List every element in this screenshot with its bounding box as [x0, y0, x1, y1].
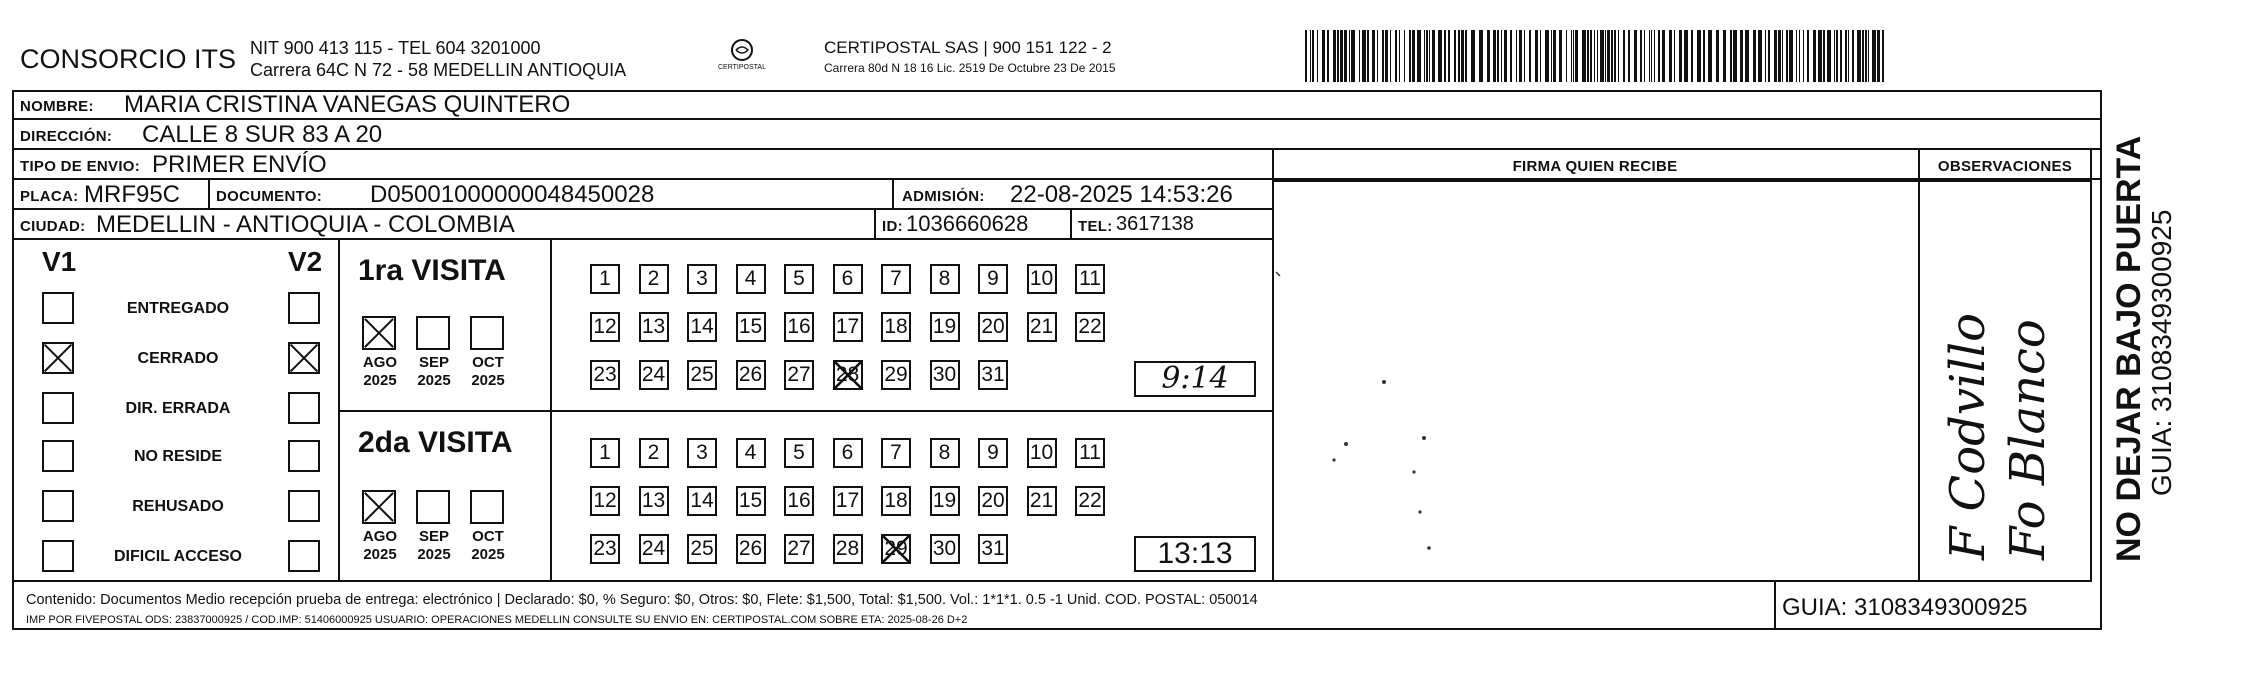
visit1-day-3[interactable]: 3 — [687, 264, 717, 294]
barcode-bar — [1351, 30, 1355, 82]
barcode-bar — [1765, 30, 1766, 82]
ciudad-value: MEDELLIN - ANTIOQUIA - COLOMBIA — [96, 211, 515, 238]
company-address: Carrera 64C N 72 - 58 MEDELLIN ANTIOQUIA — [250, 60, 627, 80]
tel-label: TEL: — [1078, 218, 1113, 235]
row-nombre — [12, 90, 2100, 120]
visit2-month-checkbox-2[interactable] — [470, 490, 504, 524]
status-label-5: DIFICIL ACCESO — [113, 548, 242, 565]
visit1-day-22[interactable]: 22 — [1075, 312, 1105, 342]
visit2-day-15[interactable]: 15 — [736, 486, 766, 516]
barcode-bar — [1774, 30, 1777, 82]
barcode-bar — [1669, 30, 1672, 82]
barcode-bar — [1691, 30, 1693, 82]
status-label-3: NO RESIDE — [133, 448, 222, 465]
visit1-day-21[interactable]: 21 — [1027, 312, 1057, 342]
barcode-bar — [1497, 30, 1499, 82]
observaciones-hand-2: Fo Blanco — [2000, 319, 2056, 560]
v1-checkbox-3[interactable] — [42, 440, 74, 472]
barcode-bar — [1465, 30, 1467, 82]
row-placa — [12, 180, 1272, 210]
barcode-bar — [1566, 30, 1567, 82]
visit1-day-1[interactable]: 1 — [590, 264, 620, 294]
barcode-bar — [1634, 30, 1637, 82]
visit2-day-1[interactable]: 1 — [590, 438, 620, 468]
barcode-bar — [1305, 30, 1307, 82]
visit2-day-7[interactable]: 7 — [881, 438, 911, 468]
visit2-day-2[interactable]: 2 — [639, 438, 669, 468]
footer-guia-divider — [1774, 580, 1776, 630]
visit2-day-12[interactable]: 12 — [590, 486, 620, 516]
barcode-bar — [1840, 30, 1842, 82]
visit1-day-5[interactable]: 5 — [784, 264, 814, 294]
barcode-bar — [1778, 30, 1781, 82]
certipostal-address: Carrera 80d N 18 16 Lic. 2519 De Octubre 23 De 2015 — [824, 61, 1116, 75]
placa-label: PLACA: — [20, 188, 79, 205]
barcode-bar — [1444, 30, 1446, 82]
visit1-day-23[interactable]: 23 — [590, 360, 620, 390]
barcode-bar — [1385, 30, 1388, 82]
barcode-bar — [1409, 30, 1411, 82]
barcode-bar — [1493, 30, 1496, 82]
barcode-bar — [1571, 30, 1572, 82]
admision-divider — [892, 180, 894, 210]
status-label-4: REHUSADO — [132, 498, 224, 515]
barcode-bar — [1834, 30, 1835, 82]
barcode-bar — [1607, 30, 1610, 82]
visit1-day-25[interactable]: 25 — [687, 360, 717, 390]
barcode-bar — [1807, 30, 1809, 82]
barcode-bar — [1640, 30, 1642, 82]
barcode-bar — [1618, 30, 1619, 82]
visit2-day-14[interactable]: 14 — [687, 486, 717, 516]
barcode-bar — [1611, 30, 1613, 82]
v1-checkbox-1[interactable] — [42, 342, 74, 374]
visit1-day-9[interactable]: 9 — [978, 264, 1008, 294]
visit1-month-label-0: AGO — [362, 354, 398, 371]
placa-divider — [208, 180, 210, 210]
divider-obs — [1918, 150, 1920, 580]
visit2-day-20[interactable]: 20 — [978, 486, 1008, 516]
visit2-day-31[interactable]: 31 — [978, 534, 1008, 564]
visit2-day-26[interactable]: 26 — [736, 534, 766, 564]
barcode-bar — [1644, 30, 1645, 82]
visit1-month-label-1: SEP — [418, 354, 449, 371]
v1-checkbox-4[interactable] — [42, 490, 74, 522]
visit2-day-18[interactable]: 18 — [881, 486, 911, 516]
visit1-day-7[interactable]: 7 — [881, 264, 911, 294]
barcode-bar — [1836, 30, 1838, 82]
barcode-bar — [1758, 30, 1762, 82]
barcode-bar — [1327, 30, 1329, 82]
visit1-day-15[interactable]: 15 — [736, 312, 766, 342]
visit2-month-year-0: 2025 — [363, 546, 397, 563]
visit1-time: 9:14 — [1134, 361, 1256, 397]
barcode-bar — [1524, 30, 1525, 82]
visit2-day-25[interactable]: 25 — [687, 534, 717, 564]
barcode-bar — [1454, 30, 1456, 82]
barcode-bar — [1424, 30, 1425, 82]
visit1-month-year-0: 2025 — [363, 372, 397, 389]
barcode-bar — [1504, 30, 1507, 82]
barcode-bar — [1432, 30, 1435, 82]
barcode-bar — [1372, 30, 1375, 82]
status-label-2: DIR. ERRADA — [125, 400, 231, 417]
barcode-bar — [1796, 30, 1797, 82]
visit2-month-label-2: OCT — [472, 528, 504, 545]
barcode-bar — [1559, 30, 1562, 82]
barcode-bar — [1540, 30, 1541, 82]
barcode-bar — [1479, 30, 1483, 82]
barcode-bar — [1535, 30, 1538, 82]
barcode-bar — [1753, 30, 1756, 82]
barcode-bar — [1597, 30, 1598, 82]
barcode — [1305, 30, 1893, 82]
visit1-title: 1ra VISITA — [358, 254, 506, 287]
direccion-value: CALLE 8 SUR 83 A 20 — [142, 121, 383, 148]
barcode-bar — [1848, 30, 1849, 82]
company-name: CONSORCIO ITS — [20, 44, 237, 74]
barcode-bar — [1827, 30, 1831, 82]
visit1-day-17[interactable]: 17 — [833, 312, 863, 342]
documento-value: D05001000000048450028 — [370, 181, 655, 208]
visit2-time: 13:13 — [1134, 536, 1256, 572]
barcode-bar — [1803, 30, 1804, 82]
nombre-value: MARIA CRISTINA VANEGAS QUINTERO — [124, 91, 571, 118]
barcode-bar — [1487, 30, 1490, 82]
barcode-bar — [1399, 30, 1400, 82]
visit2-month-checkbox-0[interactable] — [362, 490, 396, 524]
visit2-day-10[interactable]: 10 — [1027, 438, 1057, 468]
barcode-bar — [1582, 30, 1586, 82]
visit2-day-28[interactable]: 28 — [833, 534, 863, 564]
barcode-bar — [1461, 30, 1464, 82]
barcode-bar — [1510, 30, 1512, 82]
visit2-day-3[interactable]: 3 — [687, 438, 717, 468]
visit2-day-13[interactable]: 13 — [639, 486, 669, 516]
visit2-month-year-2: 2025 — [471, 546, 505, 563]
barcode-bar — [1654, 30, 1655, 82]
barcode-bar — [1458, 30, 1460, 82]
barcode-bar — [1310, 30, 1311, 82]
visit1-day-20[interactable]: 20 — [978, 312, 1008, 342]
visit2-day-21[interactable]: 21 — [1027, 486, 1057, 516]
visit2-month-checkbox-1[interactable] — [416, 490, 450, 524]
visit2-day-11[interactable]: 11 — [1075, 438, 1105, 468]
visit2-title: 2da VISITA — [358, 426, 513, 459]
barcode-bar — [1782, 30, 1783, 82]
tipo-value: PRIMER ENVÍO — [152, 151, 327, 178]
ciudad-label: CIUDAD: — [20, 218, 86, 235]
status-label-1: CERRADO — [137, 350, 219, 367]
barcode-bar — [1359, 30, 1360, 82]
barcode-bar — [1438, 30, 1442, 82]
barcode-bar — [1716, 30, 1719, 82]
id-divider — [874, 210, 876, 240]
barcode-bar — [1429, 30, 1430, 82]
barcode-bar — [1573, 30, 1574, 82]
visit1-day-2[interactable]: 2 — [639, 264, 669, 294]
barcode-bar — [1789, 30, 1793, 82]
barcode-bar — [1733, 30, 1737, 82]
barcode-bar — [1551, 30, 1552, 82]
barcode-bar — [1703, 30, 1705, 82]
certipostal-name: CERTIPOSTAL SAS | 900 151 122 - 2 — [824, 38, 1112, 57]
visit1-day-30[interactable]: 30 — [930, 360, 960, 390]
barcode-bar — [1333, 30, 1336, 82]
v2-checkbox-5[interactable] — [288, 540, 320, 572]
barcode-bar — [1600, 30, 1604, 82]
barcode-bar — [1516, 30, 1517, 82]
v1-checkbox-5[interactable] — [42, 540, 74, 572]
placa-value: MRF95C — [84, 181, 181, 208]
visit1-day-13[interactable]: 13 — [639, 312, 669, 342]
barcode-bar — [1745, 30, 1749, 82]
visit2-day-16[interactable]: 16 — [784, 486, 814, 516]
barcode-bar — [1412, 30, 1415, 82]
visit1-day-27[interactable]: 27 — [784, 360, 814, 390]
barcode-bar — [1362, 30, 1366, 82]
visit1-day-26[interactable]: 26 — [736, 360, 766, 390]
signature-area — [1274, 182, 1918, 580]
visit1-month-label-2: OCT — [472, 354, 504, 371]
visit1-day-12[interactable]: 12 — [590, 312, 620, 342]
observaciones-hand-1: F Codvillo — [1940, 313, 1996, 560]
barcode-bar — [1337, 30, 1339, 82]
barcode-bar — [1877, 30, 1880, 82]
observaciones-header: OBSERVACIONES — [1937, 158, 2073, 175]
visit1-day-10[interactable]: 10 — [1027, 264, 1057, 294]
barcode-bar — [1823, 30, 1825, 82]
visit1-day-19[interactable]: 19 — [930, 312, 960, 342]
footer-guia: GUIA: 3108349300925 — [1782, 594, 2028, 621]
visit2-day-22[interactable]: 22 — [1075, 486, 1105, 516]
barcode-bar — [1382, 30, 1384, 82]
visit-month-divider — [550, 240, 552, 580]
barcode-bar — [1426, 30, 1428, 82]
barcode-bar — [1628, 30, 1630, 82]
barcode-bar — [1872, 30, 1876, 82]
visit2-day-27[interactable]: 27 — [784, 534, 814, 564]
visit1-day-8[interactable]: 8 — [930, 264, 960, 294]
barcode-bar — [1404, 30, 1405, 82]
barcode-bar — [1587, 30, 1589, 82]
barcode-bar — [1349, 30, 1350, 82]
row-ciudad — [12, 210, 1272, 240]
v1-checkbox-0[interactable] — [42, 292, 74, 324]
v2-checkbox-0[interactable] — [288, 292, 320, 324]
barcode-bar — [1614, 30, 1616, 82]
barcode-bar — [1623, 30, 1625, 82]
barcode-bar — [1684, 30, 1688, 82]
side-guia: GUIA: 3108349300925 — [2146, 209, 2177, 496]
visit2-day-29[interactable]: 29 — [881, 534, 911, 564]
visit1-day-18[interactable]: 18 — [881, 312, 911, 342]
barcode-bar — [1697, 30, 1701, 82]
tel-divider — [1070, 210, 1072, 240]
visit1-day-16[interactable]: 16 — [784, 312, 814, 342]
id-value: 1036660628 — [906, 211, 1029, 236]
barcode-bar — [1529, 30, 1531, 82]
visit2-month-label-0: AGO — [362, 528, 398, 545]
visit2-day-17[interactable]: 17 — [833, 486, 863, 516]
barcode-bar — [1818, 30, 1822, 82]
barcode-bar — [1417, 30, 1421, 82]
v2-checkbox-3[interactable] — [288, 440, 320, 472]
barcode-bar — [1553, 30, 1556, 82]
visit1-day-24[interactable]: 24 — [639, 360, 669, 390]
visit2-day-4[interactable]: 4 — [736, 438, 766, 468]
visit1-day-6[interactable]: 6 — [833, 264, 863, 294]
status-block — [12, 240, 340, 580]
visit2-month-label-1: SEP — [418, 528, 449, 545]
barcode-bar — [1786, 30, 1788, 82]
barcode-bar — [1768, 30, 1770, 82]
visit1-day-29[interactable]: 29 — [881, 360, 911, 390]
logo-text: CERTIPOSTAL — [718, 64, 766, 71]
visit2-day-9[interactable]: 9 — [978, 438, 1008, 468]
barcode-bar — [1545, 30, 1549, 82]
barcode-bar — [1501, 30, 1502, 82]
barcode-bar — [1730, 30, 1732, 82]
v2-checkbox-2[interactable] — [288, 392, 320, 424]
visit1-month-year-1: 2025 — [417, 372, 451, 389]
barcode-bar — [1723, 30, 1726, 82]
id-label: ID: — [882, 218, 903, 235]
barcode-bar — [1658, 30, 1660, 82]
visit2-day-24[interactable]: 24 — [639, 534, 669, 564]
v2-checkbox-4[interactable] — [288, 490, 320, 522]
visit2-day-6[interactable]: 6 — [833, 438, 863, 468]
barcode-bar — [1322, 30, 1325, 82]
tipo-label: TIPO DE ENVIO: — [20, 158, 141, 175]
barcode-bar — [1317, 30, 1318, 82]
barcode-bar — [1377, 30, 1378, 82]
barcode-bar — [1594, 30, 1595, 82]
visit2-month-year-1: 2025 — [417, 546, 451, 563]
barcode-bar — [1868, 30, 1869, 82]
visit1-day-28[interactable]: 28 — [833, 360, 863, 390]
documento-label: DOCUMENTO: — [216, 188, 323, 205]
visit1-day-4[interactable]: 4 — [736, 264, 766, 294]
certipostal-logo — [718, 36, 766, 76]
visit1-month-year-2: 2025 — [471, 372, 505, 389]
barcode-bar — [1862, 30, 1864, 82]
barcode-bar — [1649, 30, 1650, 82]
v2-header: V2 — [288, 246, 323, 277]
barcode-bar — [1395, 30, 1397, 82]
company-nit: NIT 900 413 115 - TEL 604 3201000 — [250, 38, 541, 58]
visit1-month-checkbox-1[interactable] — [416, 316, 450, 350]
visit1-month-checkbox-0[interactable] — [362, 316, 396, 350]
barcode-bar — [1740, 30, 1743, 82]
visit1-day-31[interactable]: 31 — [978, 360, 1008, 390]
barcode-bar — [1312, 30, 1314, 82]
visit2-day-30[interactable]: 30 — [930, 534, 960, 564]
footer-top-line — [12, 580, 2092, 582]
barcode-bar — [1605, 30, 1606, 82]
firma-header: FIRMA QUIEN RECIBE — [1512, 158, 1678, 175]
barcode-bar — [1575, 30, 1578, 82]
visit-divider — [340, 410, 1272, 412]
barcode-bar — [1674, 30, 1675, 82]
direccion-label: DIRECCIÓN: — [20, 128, 113, 145]
admision-label: ADMISIÓN: — [902, 188, 985, 205]
row-direccion — [12, 120, 2100, 150]
barcode-bar — [1662, 30, 1665, 82]
v1-checkbox-2[interactable] — [42, 392, 74, 424]
barcode-bar — [1813, 30, 1816, 82]
footer-imp: IMP POR FIVEPOSTAL ODS: 23837000925 / COD.IMP: 51406000925 USUARIO: OPERACIONES MEDELLIN CONSULTE SU ENVIO EN: CERTIPOSTAL.COM SOBRE ETA: 2025-08-26 D+2 — [26, 614, 968, 626]
visit2-day-23[interactable]: 23 — [590, 534, 620, 564]
barcode-bar — [1367, 30, 1369, 82]
visit2-day-8[interactable]: 8 — [930, 438, 960, 468]
barcode-bar — [1845, 30, 1847, 82]
visit1-month-checkbox-2[interactable] — [470, 316, 504, 350]
barcode-bar — [1590, 30, 1592, 82]
barcode-bar — [1857, 30, 1861, 82]
visit1-day-14[interactable]: 14 — [687, 312, 717, 342]
barcode-bar — [1708, 30, 1712, 82]
admision-value: 22-08-2025 14:53:26 — [1010, 181, 1233, 208]
nombre-label: NOMBRE: — [20, 98, 94, 115]
divider-obs-right — [2090, 150, 2092, 580]
barcode-bar — [1651, 30, 1652, 82]
barcode-bar — [1344, 30, 1347, 82]
barcode-bar — [1448, 30, 1450, 82]
visit2-day-5[interactable]: 5 — [784, 438, 814, 468]
barcode-bar — [1799, 30, 1800, 82]
visit2-day-19[interactable]: 19 — [930, 486, 960, 516]
barcode-bar — [1390, 30, 1391, 82]
barcode-bar — [1519, 30, 1522, 82]
v1-header: V1 — [42, 246, 77, 277]
barcode-bar — [1882, 30, 1884, 82]
barcode-bar — [1852, 30, 1854, 82]
visits-block — [340, 240, 1272, 580]
barcode-bar — [1471, 30, 1475, 82]
barcode-bar — [1340, 30, 1343, 82]
tel-value: 3617138 — [1116, 213, 1194, 235]
barcode-bar — [1679, 30, 1682, 82]
status-label-0: ENTREGADO — [126, 300, 230, 317]
visit1-day-11[interactable]: 11 — [1075, 264, 1105, 294]
v2-checkbox-1[interactable] — [288, 342, 320, 374]
footer-contenido: Contenido: Documentos Medio recepción prueba de entrega: electrónico | Declarado: $0, % Seguro: $0, Otros: $0, Flete: $1,500, Total: $1,500. Vol.: 1*1*1. 0.5 -1 Unid. COD. POSTAL: 050014 — [26, 592, 1258, 608]
barcode-bar — [1865, 30, 1867, 82]
side-no-dejar: NO DEJAR BAJO PUERTA — [2110, 135, 2148, 562]
